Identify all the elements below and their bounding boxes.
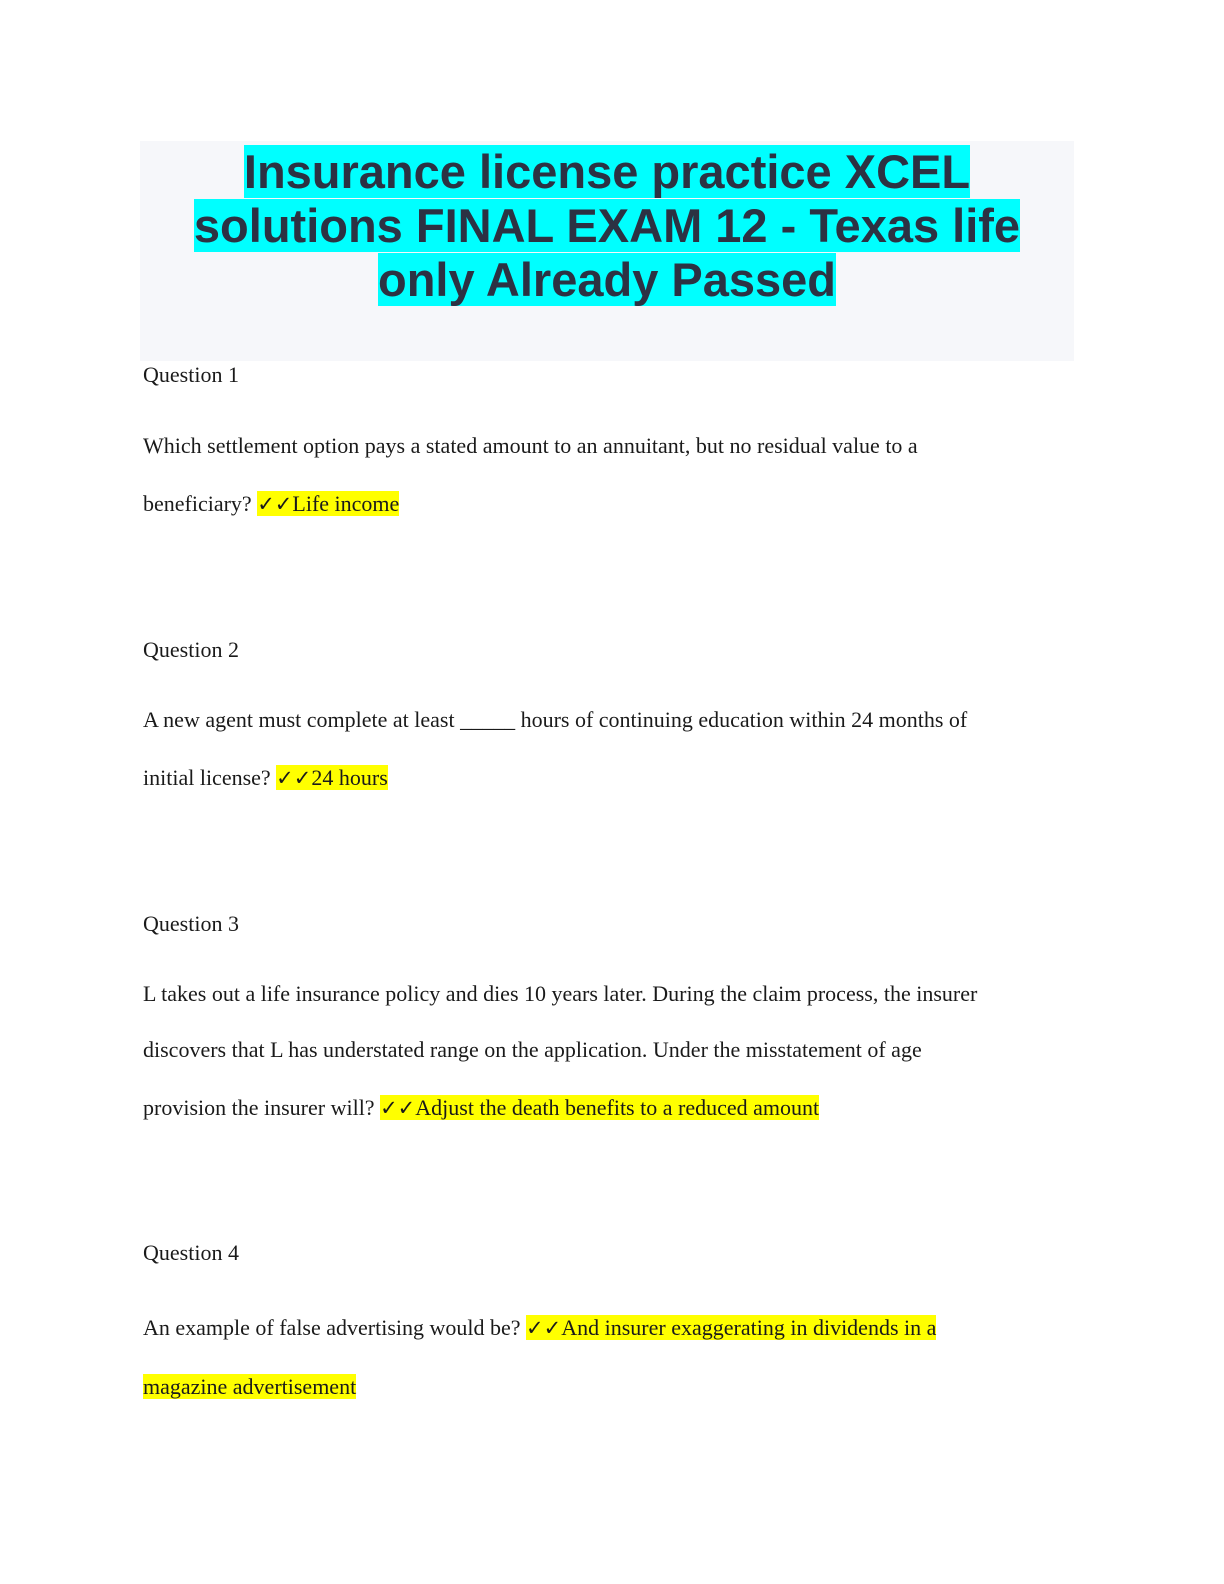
question-4-answer-line-1	[526, 1315, 936, 1340]
question-1-text-line-2	[143, 490, 399, 518]
question-4-text-line-1-text: An example of false advertising would be?	[143, 1315, 521, 1340]
question-1-text-line-1: Which settlement option pays a stated amount to an annuitant, but no residual value to a	[143, 433, 918, 458]
question-3-text-line-2: discovers that L has understated range on the application. Under the misstatement of age	[143, 1037, 922, 1062]
question-4-answer-text-1: And insurer exaggerating in dividends in a	[561, 1315, 937, 1340]
question-2-label: Question 2	[143, 637, 239, 662]
title-box	[140, 141, 1074, 361]
question-3-answer	[380, 1095, 819, 1120]
question-1-label: Question 1	[143, 362, 239, 387]
checkmark-icon: ✓✓	[526, 1316, 562, 1340]
question-2-answer	[276, 765, 388, 790]
checkmark-icon: ✓✓	[257, 492, 293, 516]
question-1-answer-text: Life income	[292, 491, 400, 516]
question-4-text-line-2	[143, 1373, 356, 1401]
question-3-label: Question 3	[143, 911, 239, 936]
question-3-text-line-3-text: provision the insurer will?	[143, 1095, 375, 1120]
checkmark-icon: ✓✓	[276, 766, 312, 790]
question-3-answer-text: Adjust the death benefits to a reduced amount	[415, 1095, 820, 1120]
question-2-text-line-1: A new agent must complete at least _____ hours of continuing education within 24 months of	[143, 707, 968, 732]
question-1-answer	[257, 491, 399, 516]
checkmark-icon: ✓✓	[380, 1096, 416, 1120]
question-2-text-line-2	[143, 764, 388, 792]
document-title	[140, 141, 1074, 307]
question-3-text-line-1: L takes out a life insurance policy and dies 10 years later. During the claim process, the insurer	[143, 981, 978, 1006]
question-2-answer-text: 24 hours	[311, 765, 388, 790]
question-2-text-line-2-text: initial license?	[143, 765, 271, 790]
title-highlight: Insurance license practice XCEL solutions FINAL EXAM 12 - Texas life only Already Passed	[193, 145, 1021, 306]
question-4-label: Question 4	[143, 1240, 239, 1265]
question-4-answer-line-2: magazine advertisement	[143, 1374, 357, 1399]
question-1-text-line-2-text: beneficiary?	[143, 491, 252, 516]
question-3-text-line-3	[143, 1094, 819, 1122]
question-4-text-line-1	[143, 1314, 936, 1342]
